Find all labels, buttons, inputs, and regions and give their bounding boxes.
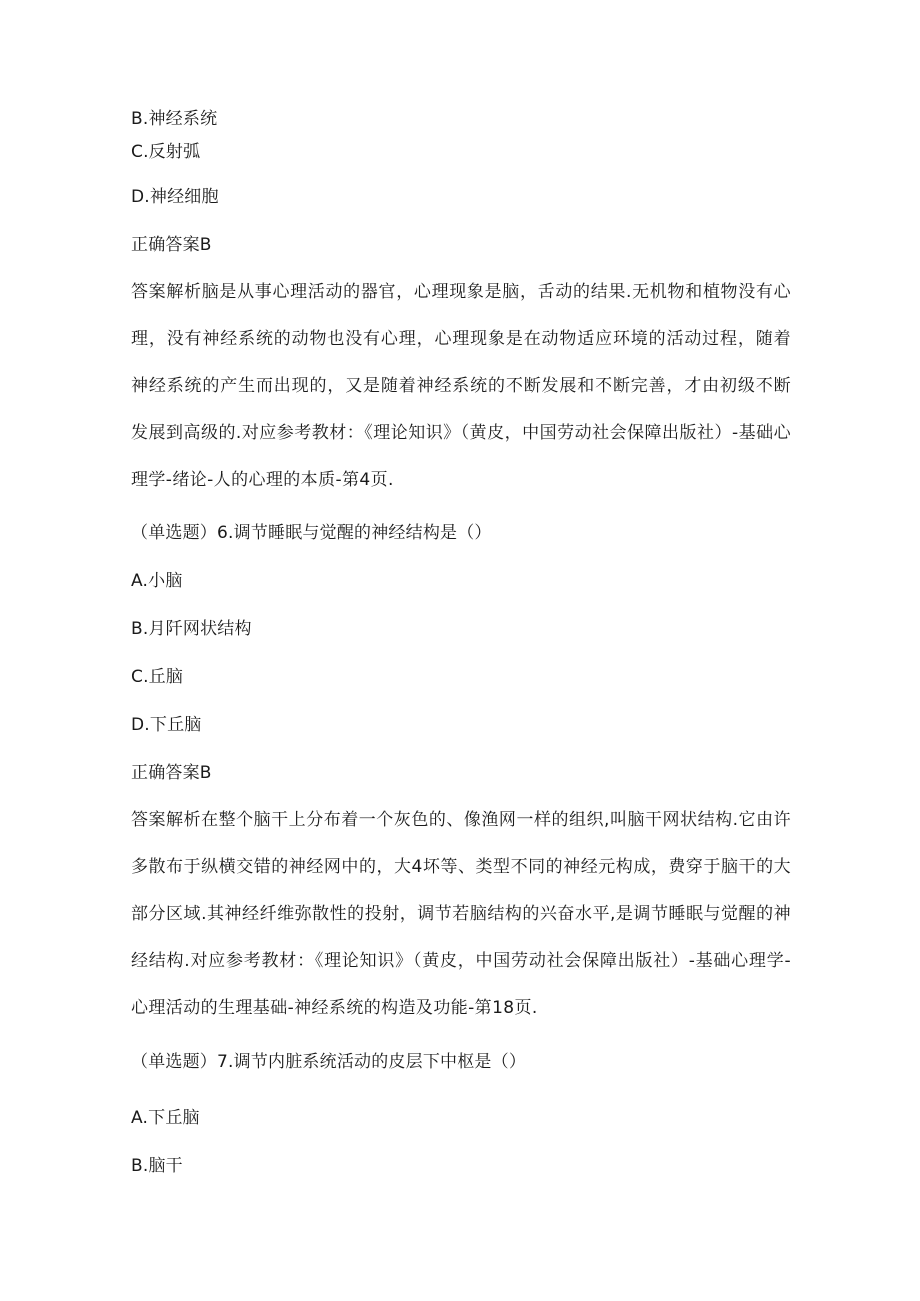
q5-option-b: B.神经系统 [131,109,218,129]
q6-option-d: D.下丘脑 [131,715,202,735]
q6-option-c: C.丘脑 [131,667,184,687]
q5-explanation: 答案解析脑是从事心理活动的器官，心理现象是脑，舌动的结果.无机物和植物没有心理，没有神经系统的动物也没有心理，心理现象是在动物适应环境的活动过程，随着神经系统的产生而出现的，又是随着神经系统的不断发展和不断完善，才由初级不断发展到高级的.对应参考教材：《理论知识》（黄皮，中国劳动社会保障出版社）-基础心理学-绪论-人的心理的本质-第4页. [131,282,791,490]
q6-option-b: B.月阡网状结构 [131,619,252,639]
q6-explanation: 答案解析在整个脑干上分布着一个灰色的、像渔网一样的组织,叫脑干网状结构.它由许多散布于纵横交错的神经网中的，大4坏等、类型不同的神经元构成，费穿于脑干的大部分区域.其神经纤维弥散性的投射，调节若脑结构的兴奋水平,是调节睡眠与觉醒的神经结构.对应参考教材：《理论知识》（黄皮，中国劳动社会保障出版社）-基础心理学-心理活动的生理基础-神经系统的构造及功能-第18页. [131,810,791,1018]
q5-option-c: C.反射弧 [131,142,201,162]
q7-option-a: A.下丘脑 [131,1108,200,1128]
q7-question: （单选题）7.调节内脏系统活动的皮层下中枢是（） [131,1052,527,1072]
q6-answer: 正确答案B [131,763,212,783]
q5-answer: 正确答案B [131,235,212,255]
q7-option-b: B.脑干 [131,1156,183,1176]
q6-option-a: A.小脑 [131,571,183,591]
q6-question: （单选题）6.调节睡眠与觉醒的神经结构是（） [131,523,492,543]
q5-option-d: D.神经细胞 [131,187,219,207]
